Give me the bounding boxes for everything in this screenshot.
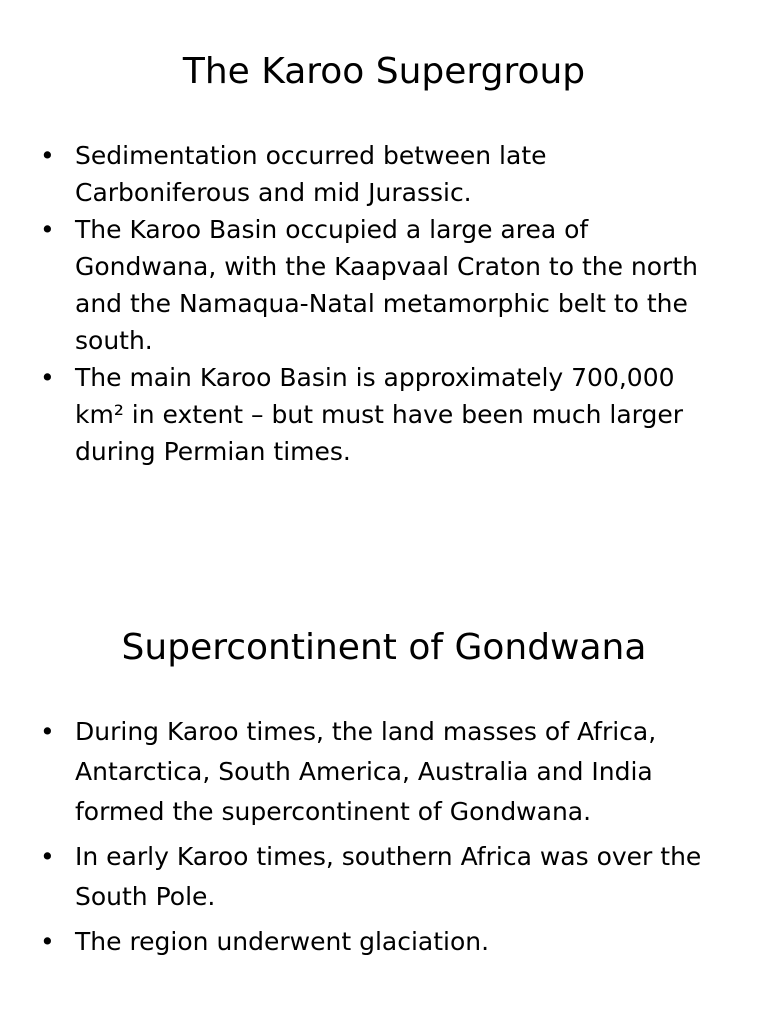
- bullet-text: In early Karoo times, southern Africa was over the South Pole.: [75, 842, 702, 911]
- slide-supercontinent-gondwana: [0, 512, 768, 1024]
- bullet-list: [40, 712, 720, 967]
- bullet-item: [40, 211, 720, 359]
- bullet-list: [40, 137, 720, 470]
- bullet-item: [40, 137, 720, 211]
- bullet-text: Sedimentation occurred between late Carboniferous and mid Jurassic.: [75, 141, 547, 207]
- bullet-point-icon: •: [40, 363, 55, 392]
- bullet-point-icon: •: [40, 141, 55, 170]
- bullet-text: During Karoo times, the land masses of Africa, Antarctica, South America, Australia and India formed the supercontinent of Gondwana.: [75, 717, 657, 826]
- bullet-text: The Karoo Basin occupied a large area of Gondwana, with the Kaapvaal Craton to the north and the Namaqua-Natal metamorphic belt to the south.: [75, 215, 698, 355]
- slide-title: The Karoo Supergroup: [182, 51, 586, 92]
- slide-title: Supercontinent of Gondwana: [121, 627, 647, 668]
- bullet-item: [40, 712, 720, 832]
- bullet-point-icon: •: [40, 717, 55, 746]
- bullet-point-icon: •: [40, 842, 55, 871]
- bullet-point-icon: •: [40, 215, 55, 244]
- bullet-item: [40, 922, 720, 962]
- bullet-item: [40, 359, 720, 470]
- bullet-text: The main Karoo Basin is approximately 700,000 km² in extent – but must have been much larger during Permian times.: [75, 363, 684, 466]
- bullet-text: The region underwent glaciation.: [75, 927, 490, 956]
- bullet-item: [40, 837, 720, 917]
- bullet-point-icon: •: [40, 927, 55, 956]
